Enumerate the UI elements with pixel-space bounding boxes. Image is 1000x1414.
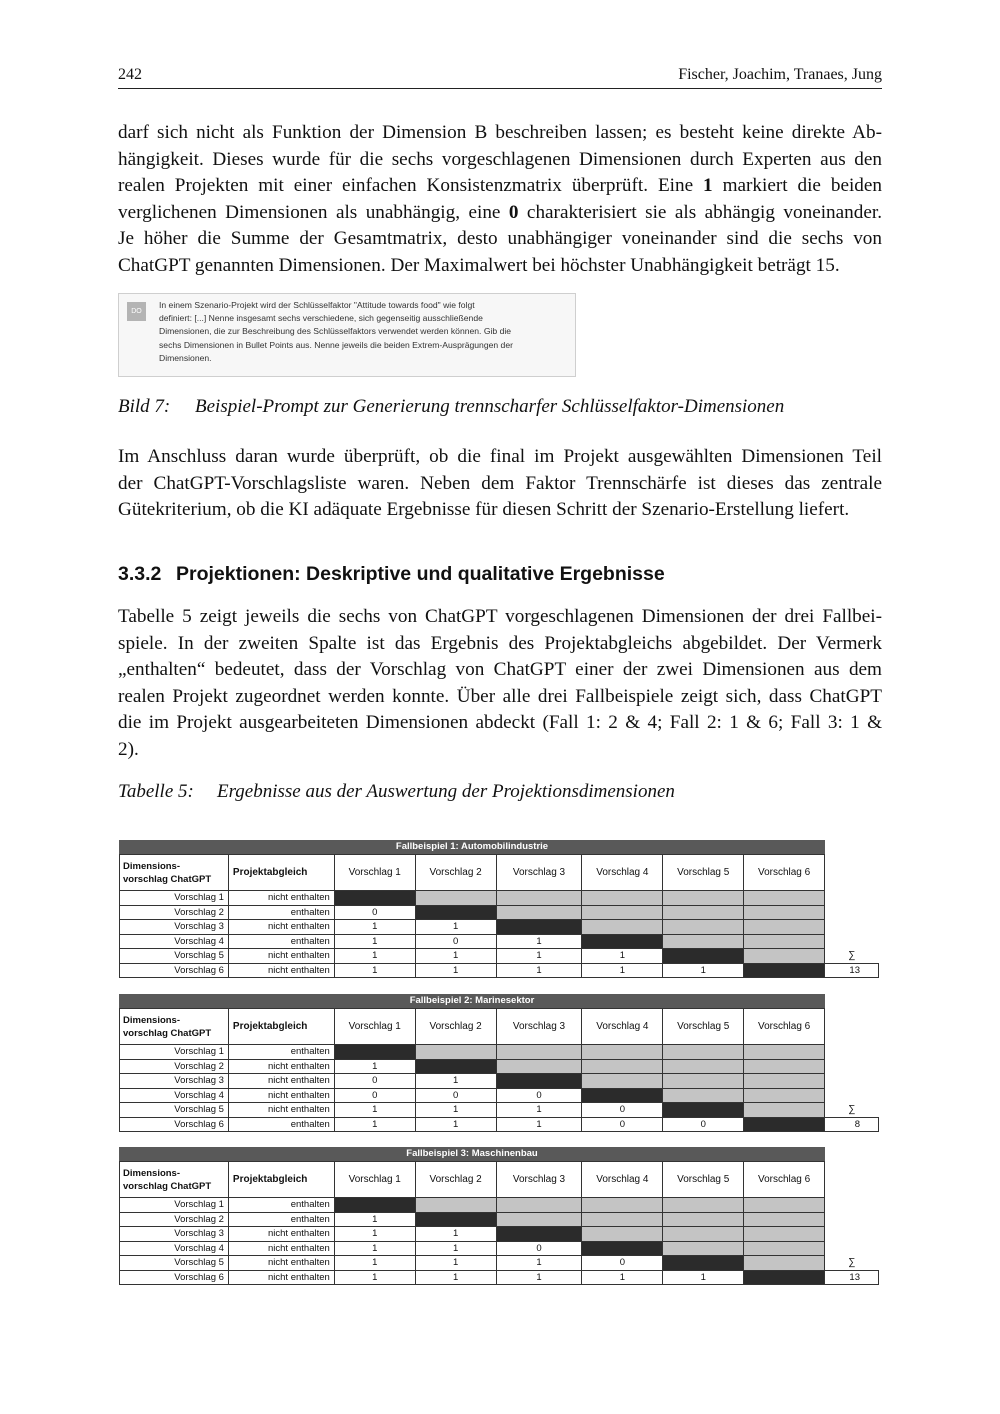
- table-row: [120, 1045, 879, 1060]
- row-projektabgleich: nicht enthalten: [228, 891, 334, 906]
- paragraph-line: Tabelle 5 zeigt jeweils die sechs von ChatGPT vorgeschlagenen Dimensionen der drei Fallbei-: [118, 606, 882, 627]
- table-row: [120, 905, 879, 920]
- matrix-value: 1: [415, 920, 496, 935]
- diagonal-cell: [744, 1270, 825, 1285]
- figure-caption-label: Bild 7:: [118, 396, 171, 417]
- diagonal-cell: [496, 1074, 582, 1089]
- table-row: [120, 963, 879, 978]
- upper-cell: [582, 1212, 663, 1227]
- header-authors: Fischer, Joachim, Tranaes, Jung: [678, 66, 882, 83]
- header-vorschlag: Vorschlag 3: [496, 1162, 582, 1198]
- header-vorschlag: Vorschlag 5: [663, 855, 744, 891]
- paragraph-line: der ChatGPT-Vorschlagsliste waren. Neben dem Faktor Trennschärfe ist dieses das zentrale: [118, 472, 882, 494]
- diagonal-cell: [663, 1256, 744, 1271]
- upper-cell: [415, 891, 496, 906]
- paragraph-line: „enthalten“ bedeutet, dass der Vorschlag von ChatGPT einer der zwei Dimensionen aus dem: [118, 659, 882, 681]
- case-table-title: Fallbeispiel 1: Automobilindustrie: [119, 840, 825, 854]
- matrix-value: 0: [663, 1117, 744, 1132]
- row-projektabgleich: enthalten: [228, 905, 334, 920]
- matrix-value: 1: [415, 1241, 496, 1256]
- header-vorschlag: Vorschlag 6: [744, 1162, 825, 1198]
- intro-paragraph: [118, 120, 882, 280]
- row-label: Vorschlag 6: [120, 963, 229, 978]
- prompt-screenshot: [118, 293, 576, 377]
- empty-cell: [825, 934, 879, 949]
- matrix-value: 1: [334, 1270, 415, 1285]
- header-projektabgleich: Projektabgleich: [228, 855, 334, 891]
- table-caption-label: Tabelle 5:: [118, 781, 194, 802]
- matrix-value: 1: [415, 1227, 496, 1242]
- table-caption-text: Ergebnisse aus der Auswertung der Projektionsdimensionen: [217, 781, 675, 802]
- empty-cell: [825, 1162, 879, 1198]
- row-projektabgleich: nicht enthalten: [228, 1059, 334, 1074]
- upper-cell: [744, 1227, 825, 1242]
- matrix-value: 1: [334, 1117, 415, 1132]
- matrix-value: 1: [415, 949, 496, 964]
- upper-cell: [663, 1227, 744, 1242]
- upper-cell: [663, 1212, 744, 1227]
- header-vorschlag: Vorschlag 1: [334, 855, 415, 891]
- figure-caption: [118, 396, 785, 418]
- diagonal-cell: [334, 1198, 415, 1213]
- row-projektabgleich: enthalten: [228, 1198, 334, 1213]
- upper-cell: [744, 905, 825, 920]
- matrix-value: 1: [582, 963, 663, 978]
- empty-cell: [825, 891, 879, 906]
- row-projektabgleich: nicht enthalten: [228, 1227, 334, 1242]
- diagonal-cell: [582, 1241, 663, 1256]
- row-projektabgleich: nicht enthalten: [228, 949, 334, 964]
- row-projektabgleich: nicht enthalten: [228, 1103, 334, 1118]
- paragraph-line: verglichenen Dimensionen als unabhängig, eine 0 charakterisiert sie als abhängig voneinander.: [118, 201, 882, 223]
- row-projektabgleich: nicht enthalten: [228, 920, 334, 935]
- header-vorschlag: Vorschlag 2: [415, 1162, 496, 1198]
- matrix-value: 1: [415, 963, 496, 978]
- matrix-value: 1: [415, 1103, 496, 1118]
- row-projektabgleich: enthalten: [228, 1117, 334, 1132]
- empty-cell: [825, 920, 879, 935]
- matrix-value: 1: [334, 920, 415, 935]
- header-row: [120, 1162, 879, 1198]
- upper-cell: [663, 1045, 744, 1060]
- upper-cell: [496, 905, 582, 920]
- empty-cell: [825, 1074, 879, 1089]
- matrix-value: 0: [415, 934, 496, 949]
- diagonal-cell: [415, 1059, 496, 1074]
- table-row: [120, 1270, 879, 1285]
- matrix-value: 0: [334, 905, 415, 920]
- row-label: Vorschlag 2: [120, 905, 229, 920]
- table-row: [120, 1074, 879, 1089]
- matrix-value: 1: [496, 1256, 582, 1271]
- matrix-value: 1: [663, 963, 744, 978]
- prompt-line: definiert: [...] Nenne insgesamt sechs verschiedene, sich gegenseitig ausschließende: [159, 313, 483, 324]
- row-label: Vorschlag 1: [120, 891, 229, 906]
- upper-cell: [496, 1045, 582, 1060]
- header-vorschlag: Vorschlag 6: [744, 855, 825, 891]
- row-label: Vorschlag 6: [120, 1117, 229, 1132]
- upper-cell: [582, 891, 663, 906]
- consistency-matrix: [119, 1161, 879, 1285]
- header-vorschlag: Vorschlag 1: [334, 1009, 415, 1045]
- prompt-line: Dimensionen.: [159, 352, 212, 363]
- paragraph-line: realen Projekten mit einer einfachen Konsistenzmatrix überprüft. Eine 1 markiert die beiden: [118, 175, 883, 197]
- section-number: 3.3.2: [118, 563, 162, 585]
- row-label: Vorschlag 4: [120, 1241, 229, 1256]
- matrix-value: 0: [415, 1088, 496, 1103]
- upper-cell: [496, 891, 582, 906]
- header-vorschlag: Vorschlag 5: [663, 1009, 744, 1045]
- header-projektabgleich: Projektabgleich: [228, 1009, 334, 1045]
- diagonal-cell: [582, 1088, 663, 1103]
- row-label: Vorschlag 1: [120, 1045, 229, 1060]
- upper-cell: [744, 934, 825, 949]
- header-vorschlag: Vorschlag 5: [663, 1162, 744, 1198]
- matrix-value: 0: [334, 1074, 415, 1089]
- header-projektabgleich: Projektabgleich: [228, 1162, 334, 1198]
- table-row: [120, 1103, 879, 1118]
- row-label: Vorschlag 6: [120, 1270, 229, 1285]
- matrix-value: 1: [496, 1103, 582, 1118]
- empty-cell: [825, 1045, 879, 1060]
- upper-cell: [744, 1241, 825, 1256]
- empty-cell: [825, 905, 879, 920]
- paragraph-line: realen Projekt zugeordnet werden konnte. Über alle drei Fallbeispiele zeigt sich, dass ChatGPT: [118, 685, 882, 707]
- upper-cell: [744, 1074, 825, 1089]
- upper-cell: [582, 920, 663, 935]
- row-projektabgleich: nicht enthalten: [228, 1241, 334, 1256]
- table-row: [120, 949, 879, 964]
- empty-cell: [825, 1088, 879, 1103]
- upper-cell: [744, 891, 825, 906]
- row-label: Vorschlag 4: [120, 934, 229, 949]
- matrix-value: 1: [334, 934, 415, 949]
- paragraph-line: hängigkeit. Dieses wurde für die sechs vorgeschlagenen Dimensionen durch Experten aus den: [118, 148, 882, 170]
- upper-cell: [496, 1212, 582, 1227]
- diagonal-cell: [744, 963, 825, 978]
- paragraph-line: Im Anschluss daran wurde überprüft, ob die final im Projekt ausgewählten Dimensionen Teil: [118, 446, 882, 467]
- header-vorschlag: Vorschlag 3: [496, 1009, 582, 1045]
- empty-cell: [825, 1009, 879, 1045]
- matrix-value: 1: [334, 1059, 415, 1074]
- matrix-value: 1: [415, 1074, 496, 1089]
- matrix-sum: 13: [825, 963, 879, 978]
- row-label: Vorschlag 5: [120, 1103, 229, 1118]
- empty-cell: [825, 1227, 879, 1242]
- row-label: Vorschlag 1: [120, 1198, 229, 1213]
- row-projektabgleich: nicht enthalten: [228, 1088, 334, 1103]
- matrix-value: 1: [496, 949, 582, 964]
- header-dimension-line: Dimensions-: [123, 1014, 181, 1026]
- matrix-value: 1: [334, 963, 415, 978]
- upper-cell: [663, 905, 744, 920]
- table-row: [120, 1088, 879, 1103]
- header-row: [120, 855, 879, 891]
- prompt-line: In einem Szenario-Projekt wird der Schlüsselfaktor "Attitude towards food" wie folgt: [159, 300, 475, 310]
- diagonal-cell: [663, 949, 744, 964]
- upper-cell: [744, 1088, 825, 1103]
- table-caption: [118, 781, 675, 803]
- diagonal-cell: [415, 1212, 496, 1227]
- paragraph-3: [118, 604, 882, 764]
- upper-cell: [582, 1045, 663, 1060]
- matrix-value: 0: [582, 1103, 663, 1118]
- upper-cell: [415, 1198, 496, 1213]
- header-vorschlag: Vorschlag 2: [415, 855, 496, 891]
- paragraph-line: ChatGPT genannten Dimensionen. Der Maximalwert bei höchster Unabhängigkeit beträgt 15.: [118, 254, 840, 276]
- prompt-text: [159, 299, 569, 365]
- empty-cell: [825, 1212, 879, 1227]
- table-row: [120, 1212, 879, 1227]
- paragraph-line: Je höher die Summe der Gesamtmatrix, desto unabhängiger voneinander sind die sechs von: [118, 228, 882, 250]
- table-row: [120, 1117, 879, 1132]
- paragraph-line: die im Projekt ausgearbeiteten Dimensionen abdeckt (Fall 1: 2 & 4; Fall 2: 1 & 6; Fall 3: 1 &: [118, 712, 882, 734]
- row-label: Vorschlag 4: [120, 1088, 229, 1103]
- diagonal-cell: [744, 1117, 825, 1132]
- row-projektabgleich: nicht enthalten: [228, 1270, 334, 1285]
- row-projektabgleich: enthalten: [228, 934, 334, 949]
- paragraph-line: spiele. In der zweiten Spalte ist das Ergebnis des Projektabgleichs abgebildet. Der Vermerk: [118, 632, 882, 654]
- matrix-value: 1: [496, 934, 582, 949]
- upper-cell: [582, 1059, 663, 1074]
- matrix-value: 1: [334, 1212, 415, 1227]
- header-dimension-line: vorschlag ChatGPT: [123, 1027, 212, 1039]
- table-row: [120, 934, 879, 949]
- upper-cell: [744, 920, 825, 935]
- consistency-matrix: [119, 1008, 879, 1132]
- matrix-value: 1: [663, 1270, 744, 1285]
- diagonal-cell: [415, 905, 496, 920]
- matrix-value: 1: [334, 1241, 415, 1256]
- section-heading: [118, 563, 665, 586]
- matrix-value: 1: [415, 1117, 496, 1132]
- upper-cell: [663, 1074, 744, 1089]
- diagonal-cell: [496, 920, 582, 935]
- row-label: Vorschlag 3: [120, 1227, 229, 1242]
- case-table-title: Fallbeispiel 3: Maschinenbau: [119, 1147, 825, 1161]
- header-dimension: [120, 855, 229, 891]
- upper-cell: [663, 1059, 744, 1074]
- matrix-value: 1: [415, 1256, 496, 1271]
- row-projektabgleich: nicht enthalten: [228, 1256, 334, 1271]
- header-dimension: [120, 1009, 229, 1045]
- matrix-value: 1: [334, 1227, 415, 1242]
- matrix-value: 1: [334, 949, 415, 964]
- header-dimension-line: Dimensions-: [123, 1167, 181, 1179]
- upper-cell: [744, 1256, 825, 1271]
- running-header: [118, 66, 882, 89]
- upper-cell: [663, 1241, 744, 1256]
- diagonal-cell: [496, 1227, 582, 1242]
- upper-cell: [582, 1227, 663, 1242]
- empty-cell: [825, 1241, 879, 1256]
- upper-cell: [744, 949, 825, 964]
- matrix-sum: 13: [825, 1270, 879, 1285]
- matrix-value: 1: [334, 1256, 415, 1271]
- matrix-value: 1: [496, 1117, 582, 1132]
- paragraph-line: darf sich nicht als Funktion der Dimension B beschreiben lassen; es besteht keine direkte Ab-: [118, 122, 882, 143]
- upper-cell: [663, 1198, 744, 1213]
- matrix-value: 1: [334, 1103, 415, 1118]
- header-dimension-line: vorschlag ChatGPT: [123, 1180, 212, 1192]
- table-row: [120, 1059, 879, 1074]
- header-vorschlag: Vorschlag 6: [744, 1009, 825, 1045]
- upper-cell: [415, 1045, 496, 1060]
- row-projektabgleich: enthalten: [228, 1045, 334, 1060]
- header-vorschlag: Vorschlag 4: [582, 1009, 663, 1045]
- row-projektabgleich: nicht enthalten: [228, 1074, 334, 1089]
- sum-symbol: ∑: [848, 1104, 856, 1115]
- upper-cell: [663, 1088, 744, 1103]
- upper-cell: [582, 1198, 663, 1213]
- row-label: Vorschlag 2: [120, 1212, 229, 1227]
- matrix-value: 0: [334, 1088, 415, 1103]
- diagonal-cell: [663, 1103, 744, 1118]
- matrix-value: 1: [582, 1270, 663, 1285]
- row-label: Vorschlag 3: [120, 920, 229, 935]
- header-vorschlag: Vorschlag 4: [582, 1162, 663, 1198]
- table-row: [120, 920, 879, 935]
- upper-cell: [496, 1198, 582, 1213]
- table-row: [120, 1256, 879, 1271]
- header-vorschlag: Vorschlag 3: [496, 855, 582, 891]
- prompt-line: Dimensionen, die zur Beschreibung des Schlüsselfaktors verwendet werden können. Gib die: [159, 326, 512, 337]
- section-title: Projektionen: Deskriptive und qualitative Ergebnisse: [176, 563, 665, 585]
- diagonal-cell: [582, 934, 663, 949]
- upper-cell: [744, 1198, 825, 1213]
- matrix-value: 1: [582, 949, 663, 964]
- row-label: Vorschlag 3: [120, 1074, 229, 1089]
- page-number: 242: [118, 66, 142, 83]
- table-row: [120, 1227, 879, 1242]
- matrix-value: 0: [496, 1241, 582, 1256]
- header-dimension: [120, 1162, 229, 1198]
- table-row: [120, 891, 879, 906]
- header-dimension-line: Dimensions-: [123, 860, 181, 872]
- paragraph-line: 2).: [118, 738, 139, 760]
- matrix-value: 0: [582, 1256, 663, 1271]
- upper-cell: [496, 1059, 582, 1074]
- row-label: Vorschlag 5: [120, 949, 229, 964]
- diagonal-cell: [334, 891, 415, 906]
- upper-cell: [744, 1103, 825, 1118]
- diagonal-cell: [334, 1045, 415, 1060]
- paragraph-line: Gütekriterium, ob die KI adäquate Ergebnisse für diesen Schritt der Szenario-Erstellung liefert.: [118, 499, 850, 521]
- header-vorschlag: Vorschlag 4: [582, 855, 663, 891]
- upper-cell: [744, 1059, 825, 1074]
- upper-cell: [582, 1074, 663, 1089]
- row-label: Vorschlag 2: [120, 1059, 229, 1074]
- table-row: [120, 1241, 879, 1256]
- prompt-line: sechs Dimensionen in Bullet Points aus. Nenne jeweils die beiden Extrem-Ausprägungen der: [159, 339, 513, 350]
- sum-symbol: ∑: [848, 1257, 856, 1268]
- row-label: Vorschlag 5: [120, 1256, 229, 1271]
- matrix-sum: 8: [825, 1117, 879, 1132]
- case-table-title: Fallbeispiel 2: Marinesektor: [119, 994, 825, 1008]
- upper-cell: [744, 1045, 825, 1060]
- paragraph-2: [118, 444, 882, 524]
- row-projektabgleich: enthalten: [228, 1212, 334, 1227]
- upper-cell: [663, 934, 744, 949]
- table-row: [120, 1198, 879, 1213]
- matrix-value: 1: [496, 963, 582, 978]
- upper-cell: [582, 905, 663, 920]
- header-vorschlag: Vorschlag 2: [415, 1009, 496, 1045]
- matrix-value: 1: [496, 1270, 582, 1285]
- matrix-value: 1: [415, 1270, 496, 1285]
- figure-caption-text: Beispiel-Prompt zur Generierung trennscharfer Schlüsselfaktor-Dimensionen: [195, 396, 785, 417]
- upper-cell: [744, 1212, 825, 1227]
- sum-symbol: ∑: [848, 950, 856, 961]
- header-vorschlag: Vorschlag 1: [334, 1162, 415, 1198]
- empty-cell: [825, 1059, 879, 1074]
- user-avatar: DO: [127, 302, 146, 321]
- header-row: [120, 1009, 879, 1045]
- row-projektabgleich: nicht enthalten: [228, 963, 334, 978]
- empty-cell: [825, 855, 879, 891]
- upper-cell: [663, 920, 744, 935]
- empty-cell: [825, 1198, 879, 1213]
- upper-cell: [663, 891, 744, 906]
- matrix-value: 0: [582, 1117, 663, 1132]
- matrix-value: 0: [496, 1088, 582, 1103]
- header-dimension-line: vorschlag ChatGPT: [123, 873, 212, 885]
- consistency-matrix: [119, 854, 879, 978]
